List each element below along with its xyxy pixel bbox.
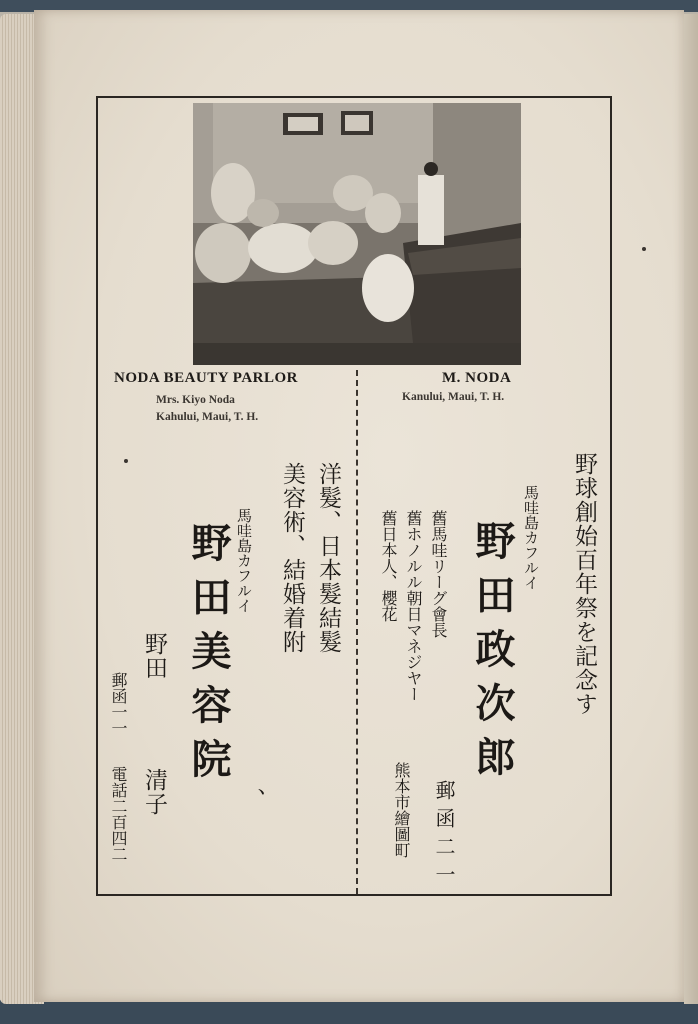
right-caption-address: Kanului, Maui, T. H. (402, 391, 505, 403)
owner-given-name: 清子 (141, 768, 167, 816)
left-caption-owner: Mrs. Kiyo Noda (156, 394, 235, 406)
ink-spot (124, 459, 128, 463)
right-location: 馬哇島カフルイ (522, 485, 540, 590)
commemoration-text: 野球創始百年祭を記念す (571, 452, 597, 716)
ink-spot (642, 247, 646, 251)
right-name: 野田政次郎 (469, 520, 516, 790)
owner-family-name: 野田 (141, 632, 167, 680)
photo-interior-icon (193, 103, 521, 365)
column-divider (356, 370, 358, 894)
left-caption-title: NODA BEAUTY PARLOR (114, 370, 299, 386)
right-caption-title: M. NODA (442, 370, 512, 386)
right-page-edge (684, 14, 698, 1004)
right-role-2: 舊ホノルル朝日マネジヤー (404, 510, 423, 702)
left-postbox: 郵函一一 (109, 672, 128, 736)
business-name: 野田美容院 (185, 522, 232, 792)
services-line-2: 美容術、結婚着附 (279, 462, 305, 654)
left-phone: 電話二百四二 (109, 766, 128, 862)
right-postbox: 郵函二一 (432, 780, 456, 892)
services-line-1: 洋髮、日本髮結髮 (315, 462, 341, 654)
left-caption-address: Kahului, Maui, T. H. (156, 411, 259, 423)
right-hometown: 熊本市繪圖町 (392, 762, 411, 858)
parlor-photo (193, 103, 521, 365)
left-location: 馬哇島カフルイ (235, 508, 253, 613)
business-mark: 、 (239, 788, 265, 812)
right-role-1: 舊馬哇リーグ會長 (429, 510, 448, 638)
right-role-3: 舊日本人、櫻花 (379, 510, 398, 622)
